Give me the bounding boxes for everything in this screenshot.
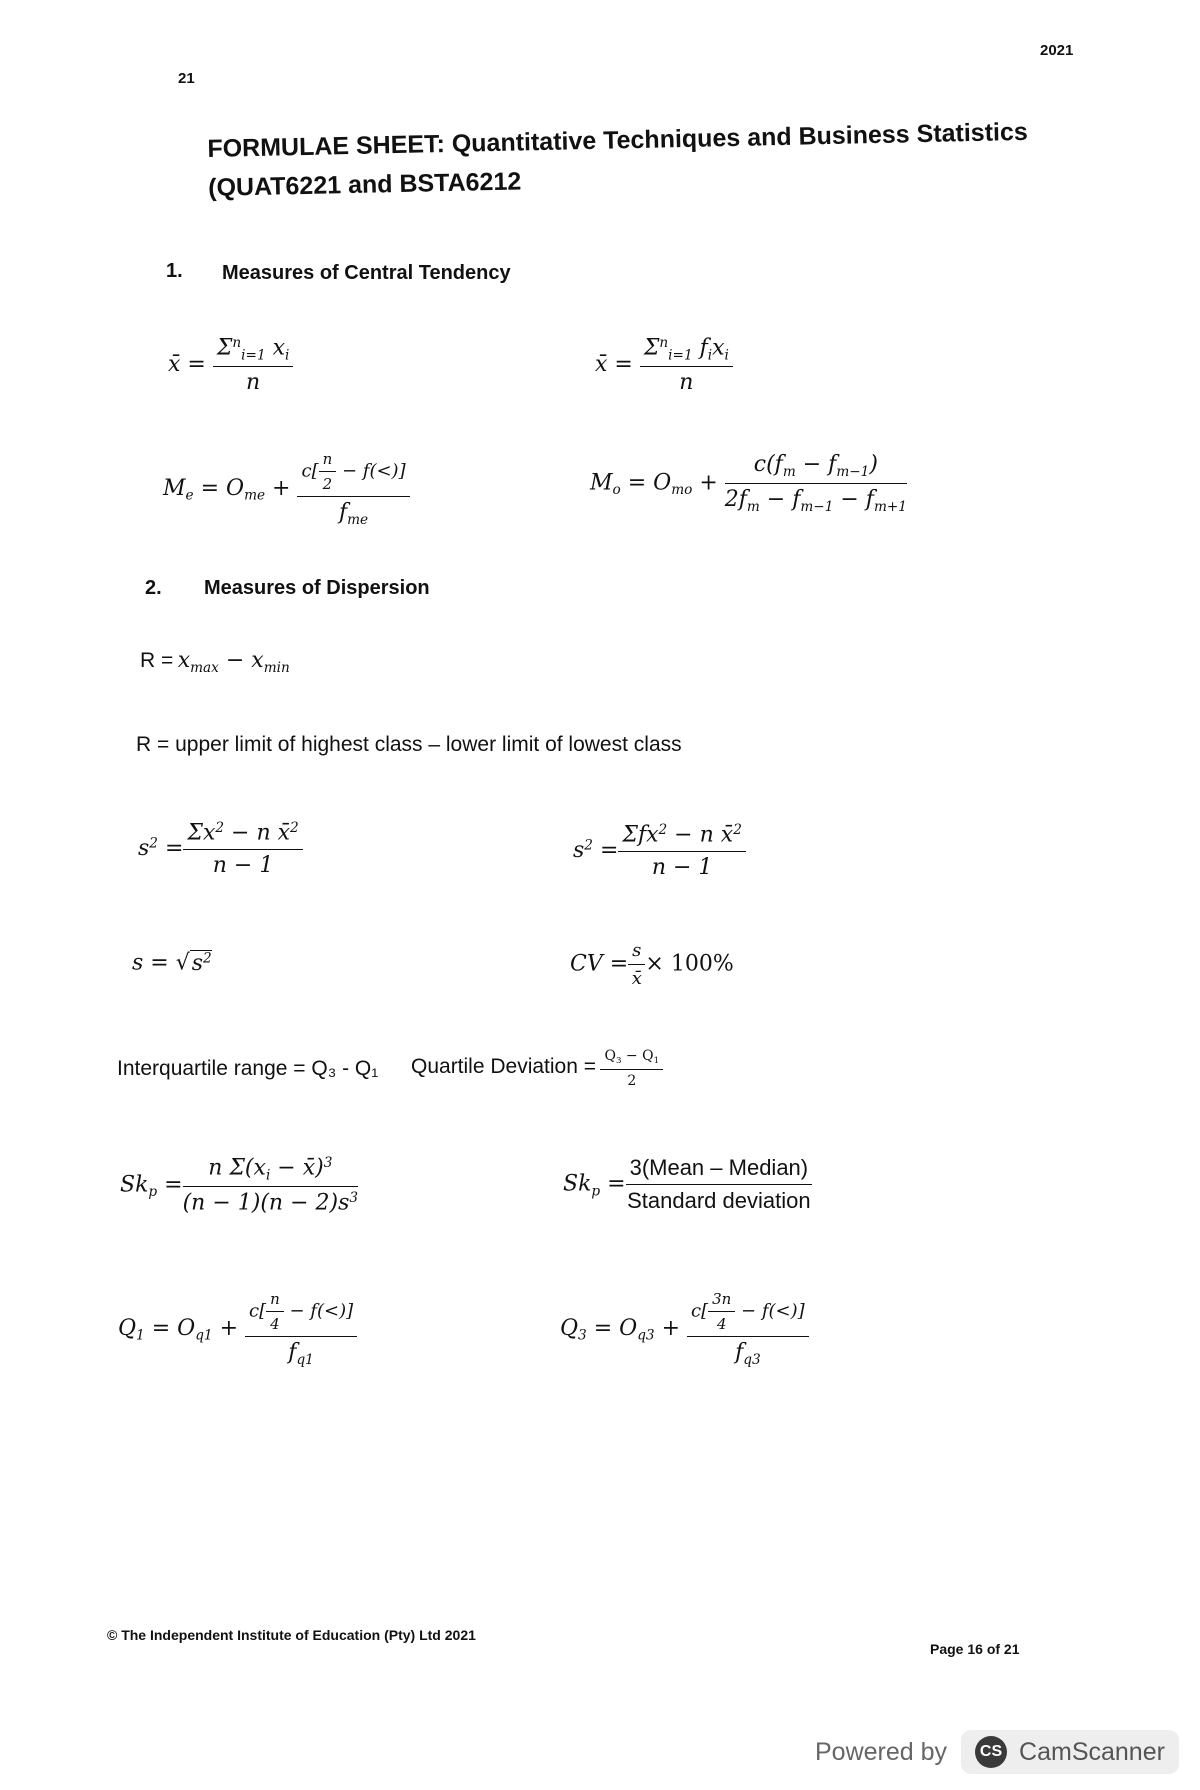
formula-third-quartile: $Q_3 = O_{q3}$ + c[ $\frac{3n}{4}$ − f(<)] $f_{q3}$: [560, 1290, 809, 1368]
skew-pearson-denominator: Standard deviation: [627, 1188, 811, 1213]
formula-first-quartile: $Q_1 = O_{q1}$ + c[ $\frac{n}{4}$ − f(<)] $f_{q1}$: [118, 1290, 357, 1368]
formula-standard-deviation: $s = √s^2$: [132, 950, 212, 976]
footer-copyright: © The Independent Institute of Education (Pty) Ltd 2021: [107, 1627, 476, 1643]
footer-page-number: Page 16 of 21: [930, 1641, 1020, 1657]
formula-range: $R = x_{max} - x_{min}$: [140, 648, 290, 676]
camscanner-badge: [961, 1730, 1179, 1774]
powered-by-text: Powered by: [815, 1737, 948, 1766]
page-title: [207, 113, 1029, 208]
camscanner-watermark: [815, 1730, 1179, 1774]
section-1-number: 1.: [166, 260, 183, 282]
quartile-deviation-label: Quartile Deviation =: [411, 1054, 597, 1078]
formula-mode: $M_o = O_{mo}$ + $\frac{c(f_m - f_{m-1})}{2f_m - f_{m-1} - f_{m+1}}$: [590, 452, 907, 515]
formula-coefficient-of-variation: CV = $\frac{s}{x̄}$ × 100%: [570, 940, 734, 989]
skew-pearson-numerator: 3(Mean – Median): [626, 1155, 813, 1185]
formula-range-class: R = upper limit of highest class – lower limit of lowest class: [136, 733, 682, 756]
title-line-2: (QUAT6221 and BSTA6212: [207, 167, 522, 202]
formula-variance-ungrouped: $s^2$ = $\frac{\Sigma x^2 - n x̄^2}{n - 1}$: [138, 820, 303, 878]
formula-interquartile-range: Interquartile range = Q₃ - Q₁: [117, 1057, 379, 1080]
formula-median: $M_e = O_{me}$ + c[ $\frac{n}{2}$ − f(<)] $f_{me}$: [163, 450, 410, 528]
camscanner-logo-icon: CS: [975, 1736, 1007, 1768]
formula-variance-grouped: $s^2$ = $\frac{\Sigma fx^2 - n x̄^2}{n - 1}$: [573, 822, 746, 880]
formula-mean-ungrouped: x̄ = $\frac{\Sigma^n_{i=1} x_i}{n}$: [168, 335, 293, 395]
section-1-title: Measures of Central Tendency: [222, 262, 511, 284]
document-year: 2021: [1040, 42, 1074, 59]
section-2-number: 2.: [145, 577, 162, 599]
page-mark: 21: [178, 70, 195, 87]
formula-quartile-deviation: Quartile Deviation = $\frac{Q_3 - Q_1}{2}$: [411, 1048, 663, 1089]
cv-suffix: × 100%: [645, 951, 734, 977]
formula-skewness-pearson: $Sk_p$ = $\frac{\text{3(Mean – Median)}}{\text{Standard deviation}}$: [563, 1155, 811, 1213]
title-line-1: FORMULAE SHEET: Quantitative Techniques and Business Statistics: [207, 117, 1029, 163]
camscanner-brand-name: CamScanner: [1019, 1737, 1165, 1766]
section-2-title: Measures of Dispersion: [204, 577, 430, 599]
formula-mean-grouped: x̄ = $\frac{\Sigma^n_{i=1} f_ix_i}{n}$: [595, 335, 733, 395]
formula-skewness-moment: $Sk_p$ = $\frac{n \Sigma(x_i - x̄)^3}{(n - 1)(n - 2)s^3}$: [120, 1155, 359, 1216]
